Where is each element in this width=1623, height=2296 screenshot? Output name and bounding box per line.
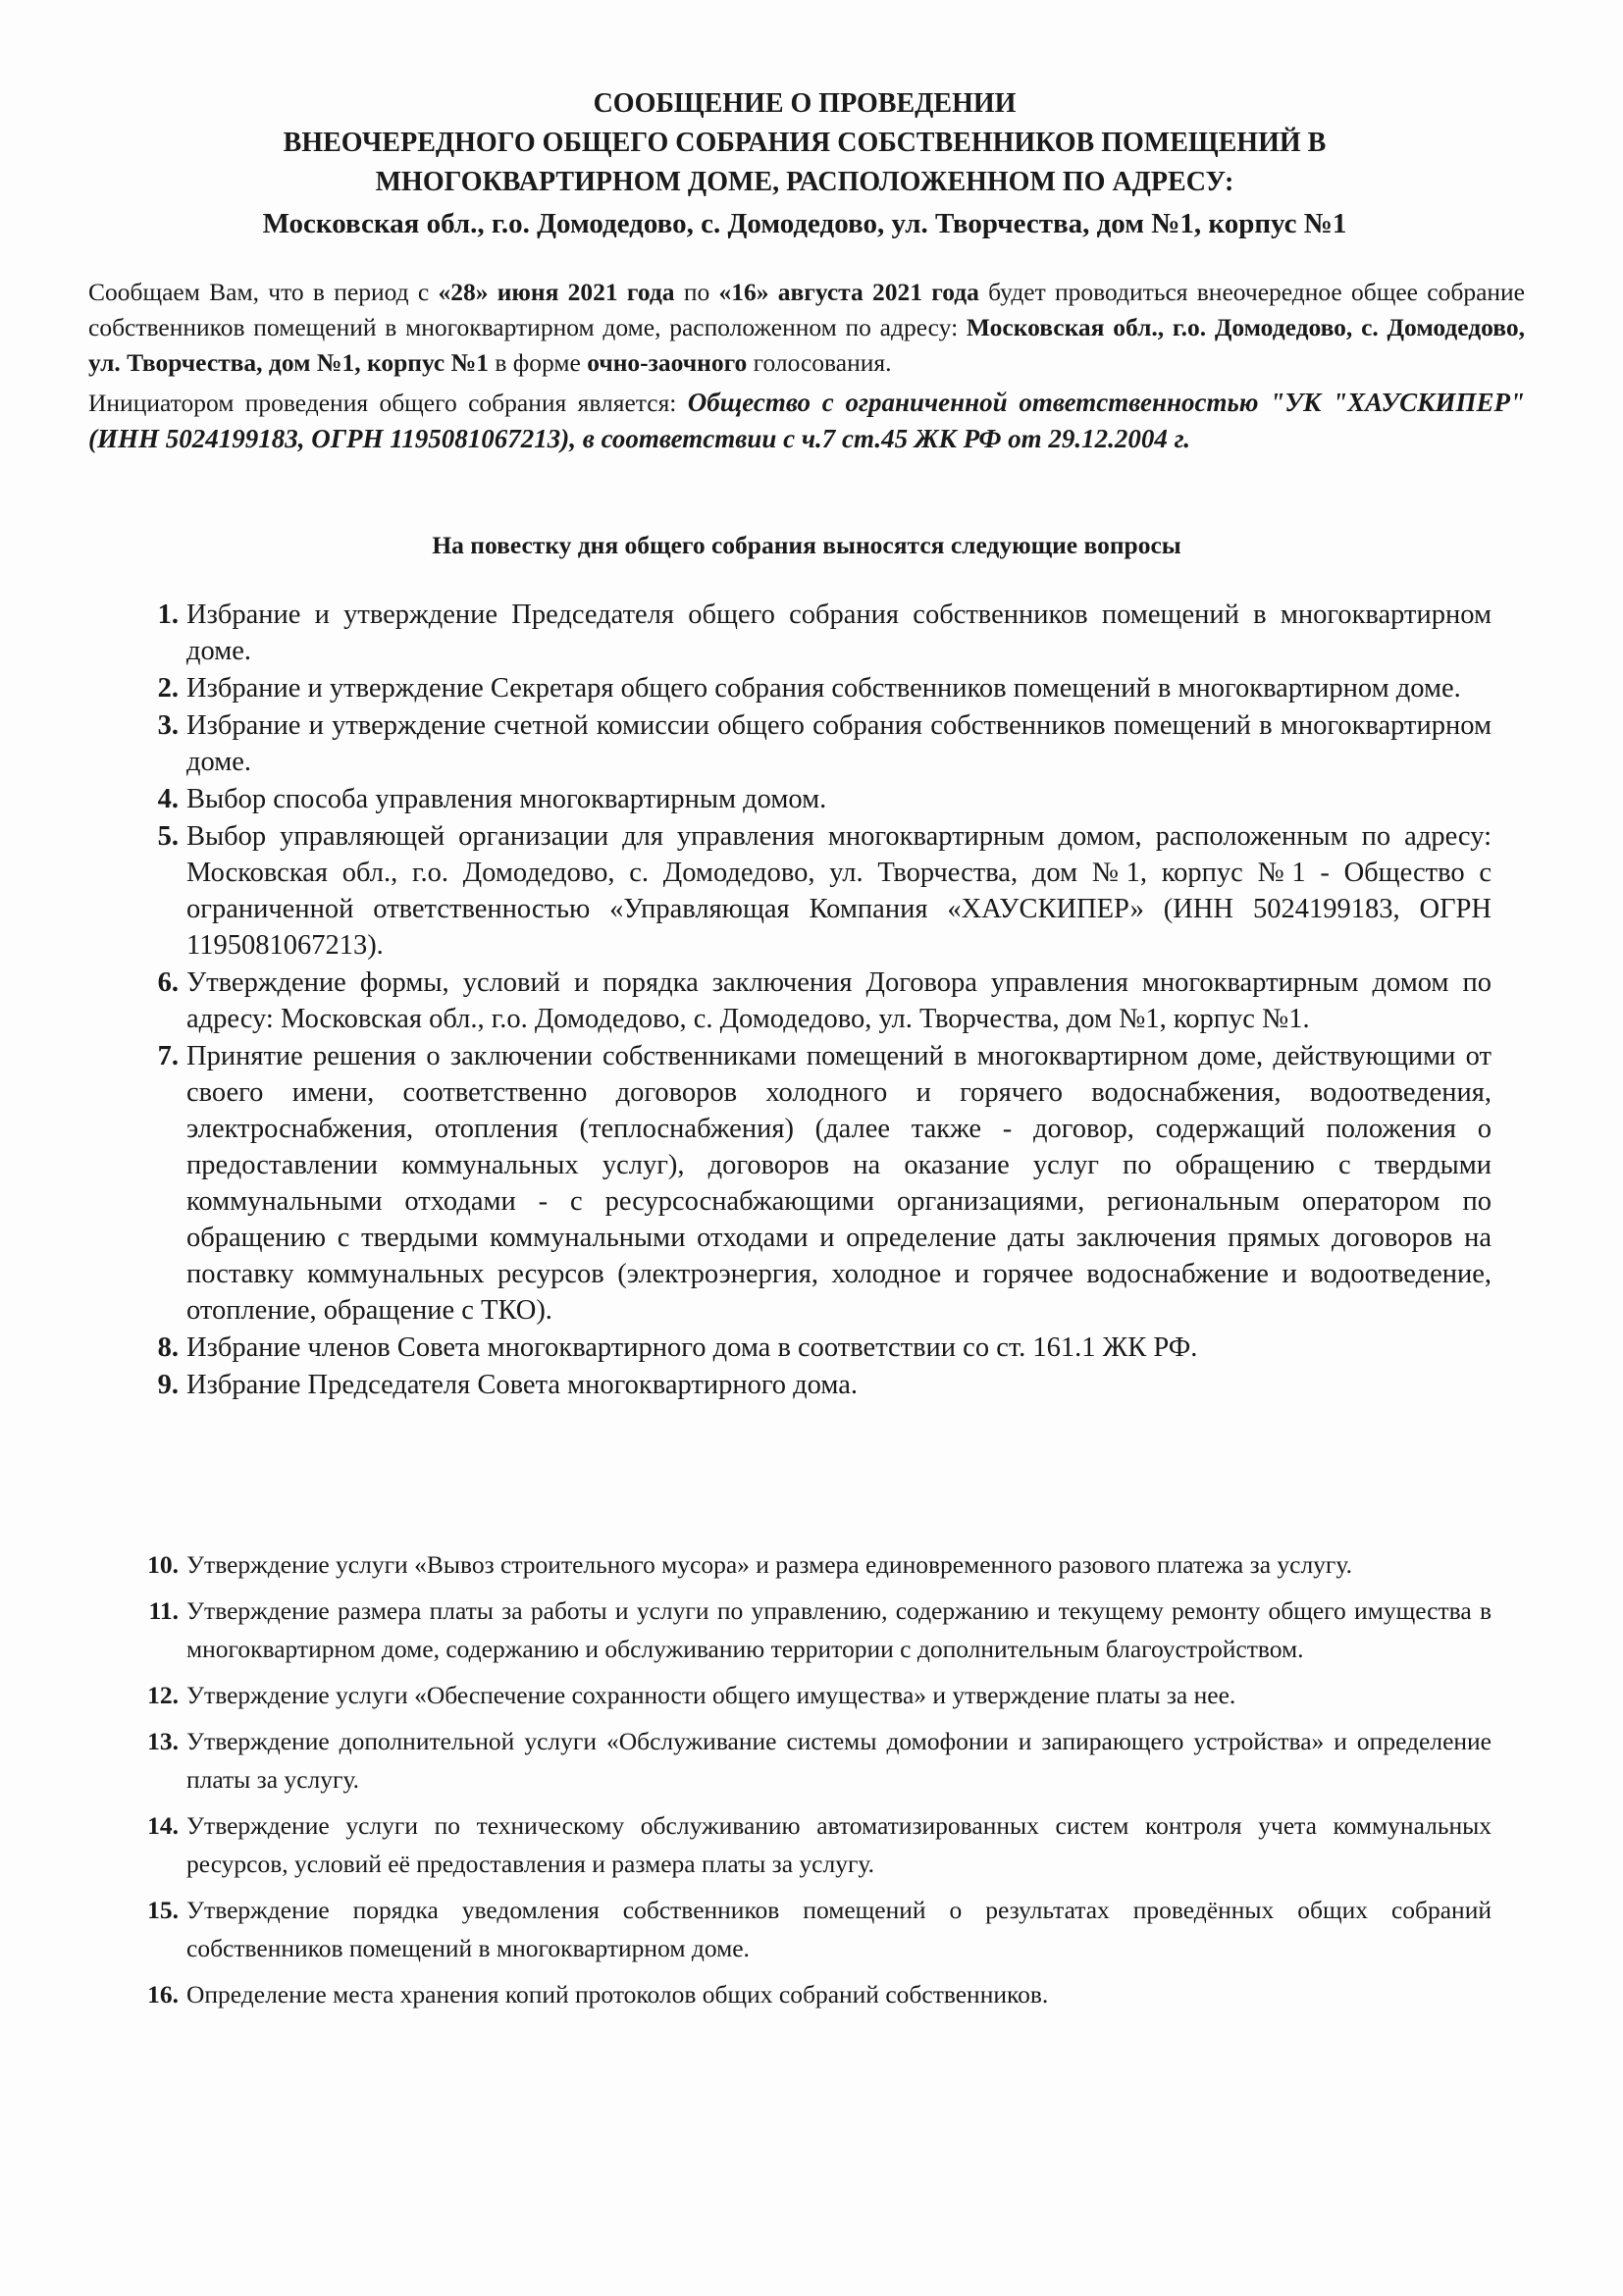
- initiator: Общество с ограниченной ответственностью "УК "ХАУСКИПЕР" (ИНН 5024199183, ОГРН 1195081067213), в соответствии с ч.7 ст.45 ЖК РФ от 29.12.2004 г.: [88, 388, 1525, 453]
- agenda-item-number: 8.: [157, 1332, 179, 1363]
- agenda-item: [128, 597, 1492, 669]
- end-date: «16» августа 2021 года: [718, 278, 979, 306]
- agenda-item: [128, 1367, 1492, 1403]
- agenda-item: [128, 707, 1492, 780]
- intro-text: голосования.: [747, 348, 892, 377]
- document-title: [147, 84, 1462, 243]
- agenda-item-text: Выбор способа управления многоквартирным домом.: [186, 784, 827, 814]
- agenda-item-number: 4.: [157, 784, 179, 814]
- agenda-item: [128, 1038, 1492, 1329]
- agenda-item-text: Утверждение формы, условий и порядка заключения Договора управления многоквартирным домом по адресу: Московская обл., г.о. Домодедово, с. Домодедово, ул. Творчества, дом №1, корпус №1.: [186, 967, 1492, 1034]
- title-line-1: СООБЩЕНИЕ О ПРОВЕДЕНИИ: [593, 88, 1017, 119]
- agenda-item-text: Избрание и утверждение Секретаря общего собрания собственников помещений в многоквартирном доме.: [186, 673, 1461, 704]
- agenda-item-text: Избрание Председателя Совета многоквартирного дома.: [186, 1370, 858, 1400]
- agenda-item: [128, 1806, 1492, 1883]
- agenda-item: [128, 1330, 1492, 1366]
- agenda-item-number: 12.: [147, 1681, 179, 1709]
- start-date: «28» июня 2021 года: [438, 278, 675, 306]
- agenda-item: [128, 781, 1492, 817]
- agenda-item-number: 6.: [157, 967, 179, 998]
- agenda-item-text: Утверждение услуги по техническому обслуживанию автоматизированных систем контроля учета коммунальных ресурсов, условий её предоставления и размера платы за услугу.: [186, 1811, 1492, 1878]
- agenda-heading: На повестку дня общего собрания выносятся следующие вопросы: [432, 531, 1181, 559]
- voting-form: очно-заочного: [587, 348, 748, 377]
- agenda-item-text: Выбор управляющей организации для управления многоквартирным домом, расположенным по адресу: Московская обл., г.о. Домодедово, с. Домодедово, ул. Творчества, дом №1, корпус №1 - Общество с ограниченной ответственностью «Управляющая Компания «ХАУСКИПЕР» (ИНН 5024199183, ОГРН 1195081067213).: [186, 821, 1492, 961]
- intro-text: будет проводиться внеочередное общее собрание собственников помещений в многоквартирном доме, расположенном по адресу:: [88, 278, 1525, 341]
- intro-text: по: [674, 278, 719, 306]
- agenda-item-number: 2.: [157, 673, 179, 704]
- intro-text: Инициатором проведения общего собрания является:: [88, 389, 688, 417]
- agenda-item-text: Утверждение услуги «Вывоз строительного мусора» и размера единовременного разового платежа за услугу.: [186, 1550, 1352, 1579]
- agenda-item: [128, 965, 1492, 1037]
- agenda-item-number: 3.: [157, 710, 179, 741]
- intro-paragraph-2: [88, 385, 1525, 457]
- title-line-2: ВНЕОЧЕРЕДНОГО ОБЩЕГО СОБРАНИЯ СОБСТВЕННИКОВ ПОМЕЩЕНИЙ В: [283, 128, 1327, 158]
- agenda-item-text: Принятие решения о заключении собственниками помещений в многоквартирном доме, действующими от своего имени, соответственно договоров холодного и горячего водоснабжения, водоотведения, электроснабжения, отопления (теплоснабжения) (далее также - договор, содержащий положения о предоставлении коммунальных услуг), договоров на оказание услуг по обращению с твердыми коммунальными отходами - с ресурсоснабжающими организациями, региональным оператором по обращению с твердыми коммунальными отходами и определение даты заключения прямых договоров на поставку коммунальных ресурсов (электроэнергия, холодное и горячее водоснабжение и водоотведение, отопление, обращение с ТКО).: [186, 1041, 1492, 1326]
- intro-text: Сообщаем Вам, что в период с: [88, 278, 439, 306]
- agenda-item-number: 15.: [147, 1896, 179, 1924]
- agenda-item-number: 7.: [157, 1041, 179, 1071]
- agenda-item-number: 9.: [157, 1370, 179, 1400]
- agenda-item: [128, 670, 1492, 706]
- agenda-list-part-1: [128, 597, 1492, 1404]
- agenda-item-number: 16.: [147, 1980, 179, 2009]
- agenda-item-number: 13.: [147, 1727, 179, 1755]
- title-line-3: МНОГОКВАРТИРНОМ ДОМЕ, РАСПОЛОЖЕННОМ ПО АДРЕСУ:: [375, 167, 1234, 197]
- agenda-item-text: Утверждение размера платы за работы и услуги по управлению, содержанию и текущему ремонту общего имущества в многоквартирном доме, содержанию и обслуживанию территории с дополнительным благоустройством.: [186, 1596, 1492, 1663]
- agenda-item: [128, 1722, 1492, 1799]
- agenda-item-number: 14.: [147, 1811, 179, 1840]
- agenda-item-text: Утверждение порядка уведомления собственников помещений о результатах проведённых общих собраний собственников помещений в многоквартирном доме.: [186, 1896, 1492, 1962]
- agenda-item-text: Определение места хранения копий протоколов общих собраний собственников.: [186, 1980, 1049, 2009]
- agenda-item-text: Избрание и утверждение Председателя общего собрания собственников помещений в многоквартирном доме.: [186, 600, 1492, 666]
- agenda-list-part-2: [128, 1545, 1492, 2021]
- agenda-item: [128, 1975, 1492, 2013]
- agenda-item-number: 10.: [147, 1550, 179, 1579]
- agenda-item-text: Утверждение услуги «Обеспечение сохранности общего имущества» и утверждение платы за нее.: [186, 1681, 1236, 1709]
- agenda-item: [128, 1891, 1492, 1967]
- intro-paragraph-1: [88, 275, 1525, 381]
- title-address: Московская обл., г.о. Домодедово, с. Домодедово, ул. Творчества, дом №1, корпус №1: [262, 208, 1347, 239]
- agenda-item-text: Утверждение дополнительной услуги «Обслуживание системы домофонии и запирающего устройства» и определение платы за услугу.: [186, 1727, 1492, 1794]
- agenda-item-number: 1.: [157, 600, 179, 630]
- intro-text: в форме: [488, 348, 588, 377]
- agenda-item: [128, 1676, 1492, 1714]
- agenda-item-text: Избрание и утверждение счетной комиссии общего собрания собственников помещений в многоквартирном доме.: [186, 710, 1492, 777]
- agenda-item-number: 5.: [157, 821, 179, 852]
- agenda-item: [128, 1592, 1492, 1668]
- agenda-item: [128, 1545, 1492, 1584]
- intro-address: Московская обл., г.о. Домодедово, с. Домодедово, ул. Творчества, дом №1, корпус №1: [88, 313, 1525, 377]
- intro-section: [88, 275, 1525, 457]
- agenda-item: [128, 818, 1492, 964]
- agenda-item-number: 11.: [148, 1596, 179, 1625]
- agenda-item-text: Избрание членов Совета многоквартирного дома в соответствии со ст. 161.1 ЖК РФ.: [186, 1332, 1198, 1363]
